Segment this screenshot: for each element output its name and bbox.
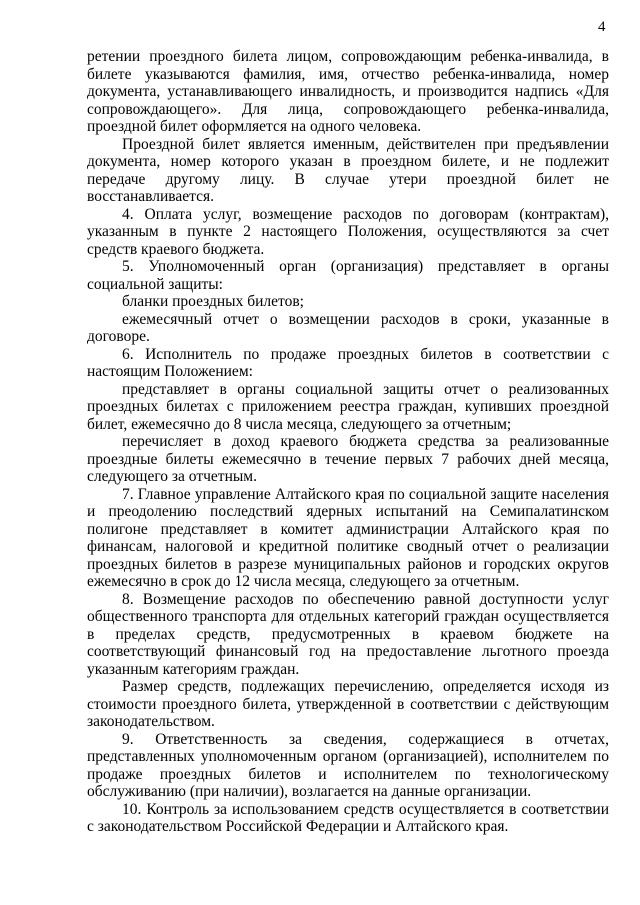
page-number: 4 [598, 19, 606, 35]
paragraph: Размер средств, подлежащих перечислению, определяется исходя из стоимости проездного билета, утвержденной в соответствии с действующим законодательством. [87, 678, 609, 730]
paragraph: 8. Возмещение расходов по обеспечению равной доступности услуг общественного транспорта для отдельных категорий граждан осуществляется в пределах средств, предусмотренных в краевом бюджете на соответствующий финансовый год на предоставление льготного проезда указанным категориям граждан. [87, 590, 609, 678]
paragraph: 5. Уполномоченный орган (организация) представляет в органы социальной защиты: [87, 258, 609, 293]
paragraph: ежемесячный отчет о возмещении расходов в сроки, указанные в договоре. [87, 310, 609, 345]
paragraph: представляет в органы социальной защиты отчет о реализованных проездных билетах с приложением реестра граждан, купивших проездной билет, ежемесячно до 8 числа месяца, следующего за отчетным; [87, 380, 609, 433]
paragraph: 6. Исполнитель по продаже проездных билетов в соответствии с настоящим Положением: [87, 345, 609, 380]
paragraph: перечисляет в доход краевого бюджета средства за реализованные проездные билеты ежемесячно в течение первых 7 рабочих дней месяца, следующего за отчетным. [87, 433, 609, 485]
paragraph: 4. Оплата услуг, возмещение расходов по договорам (контрактам), указанным в пункте 2 настоящего Положения, осуществляются за счет средств краевого бюджета. [87, 205, 609, 258]
paragraph: ретении проездного билета лицом, сопровождающим ребенка-инвалида, в билете указываются фамилия, имя, отчество ребенка-инвалида, номер документа, устанавливающего инвалидность, и производится надпись «Для сопровождающего». Для лица, сопровождающего ребенка-инвалида, проездной билет оформляется на одного человека. [87, 48, 609, 135]
paragraph: 7. Главное управление Алтайского края по социальной защите населения и преодолению последствий ядерных испытаний на Семипалатинском полигоне представляет в комитет администрации Алтайского края по финансам, налоговой и кредитной политике сводный отчет о реализации проездных билетов в разрезе муниципальных районов и городских округов ежемесячно в срок до 12 числа месяца, следующего за отчетным. [87, 485, 609, 590]
paragraph: бланки проездных билетов; [122, 293, 304, 310]
paragraph: 9. Ответственность за сведения, содержащиеся в отчетах, представленных уполномоченным органом (организацией), исполнителем по продаже проездных билетов и исполнителем по технологическому обслуживанию (при наличии), возлагается на данные организации. [87, 730, 609, 800]
document-body [87, 48, 609, 836]
paragraph: Проездной билет является именным, действителен при предъявлении документа, номер которого указан в проездном билете, и не подлежит передаче другому лицу. В случае утери проездной билет не восстанавливается. [87, 135, 609, 205]
paragraph: 10. Контроль за использованием средств осуществляется в соответствии с законодательством Российской Федерации и Алтайского края. [87, 800, 609, 835]
